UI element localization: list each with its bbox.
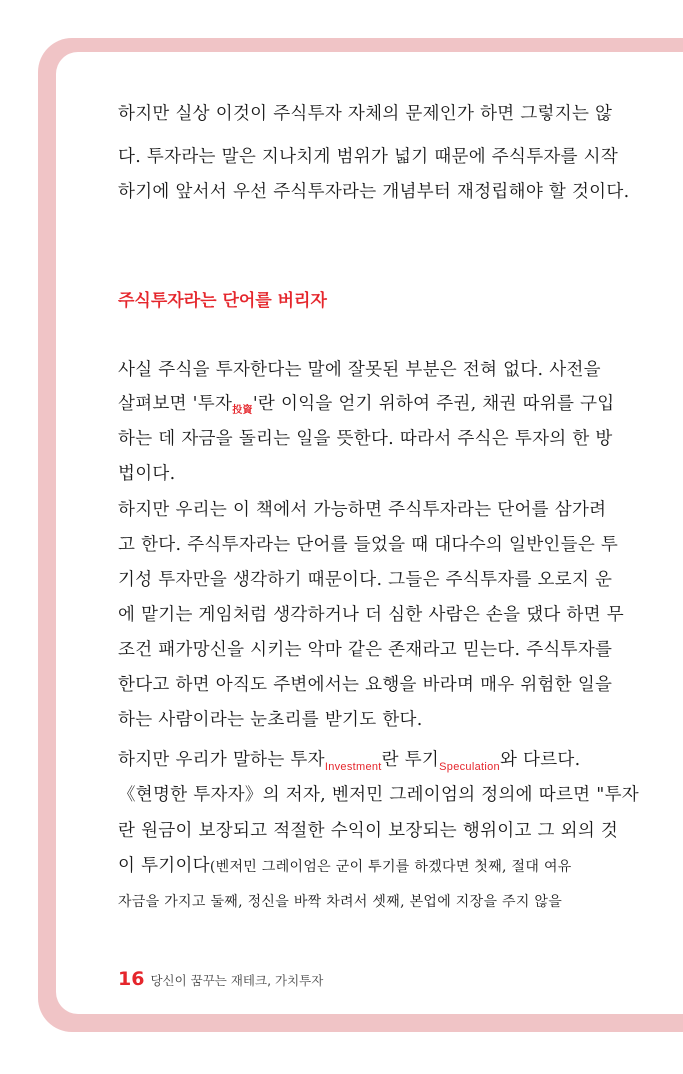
- page-number: 16: [118, 968, 145, 990]
- para2-line-3: 하는 데 자금을 돌리는 일을 뜻한다. 따라서 주식은 투자의 한 방: [118, 429, 613, 449]
- para4-line-5: 자금을 가지고 둘째, 정신을 바짝 차려서 셋째, 본업에 지장을 주지 않을: [118, 894, 563, 910]
- para3-line-4: 에 맡기는 게임처럼 생각하거나 더 심한 사람은 손을 댔다 하면 무: [118, 605, 624, 625]
- para4-line-1: [118, 748, 606, 774]
- para4-line-1-text-c: 와 다르다.: [499, 750, 581, 770]
- para4-line-1-text-b: 란 투기: [381, 750, 440, 770]
- para3-line-3: 기성 투자만을 생각하기 때문이다. 그들은 주식투자를 오로지 운: [118, 570, 613, 590]
- para3-line-5: 조건 패가망신을 시키는 악마 같은 존재라고 믿는다. 주식투자를: [118, 640, 613, 660]
- english-annotation-speculation: Speculation: [439, 761, 500, 773]
- para4-line-4: [118, 854, 606, 879]
- para2-line-1: 사실 주식을 투자한다는 말에 잘못된 부분은 전혀 없다. 사전을: [118, 360, 601, 380]
- para2-line-2: [118, 392, 615, 419]
- para4-line-1-text-a: 하지만 우리가 말하는 투자: [118, 750, 325, 770]
- page-footer: [118, 968, 323, 990]
- para3-line-2: 고 한다. 주식투자라는 단어를 들었을 때 대다수의 일반인들은 투: [118, 535, 619, 555]
- para1-line-1: 하지만 실상 이것이 주식투자 자체의 문제인가 하면 그렇지는 않: [118, 104, 613, 124]
- book-title: 당신이 꿈꾸는 재테크, 가치투자: [150, 973, 324, 988]
- para1-line-2: 다. 투자라는 말은 지나치게 범위가 넓기 때문에 주식투자를 시작: [118, 147, 619, 167]
- para4-line-2: 《현명한 투자자》의 저자, 벤저민 그레이엄의 정의에 따르면 "투자: [118, 785, 639, 805]
- para2-line-4: 법이다.: [118, 464, 176, 484]
- para3-line-1: 하지만 우리는 이 책에서 가능하면 주식투자라는 단어를 삼가려: [118, 500, 607, 520]
- para3-line-6: 한다고 하면 아직도 주변에서는 요행을 바라며 매우 위험한 일을: [118, 675, 613, 695]
- para4-line-4-text-a: 이 투기이다: [118, 856, 210, 876]
- hanja-annotation: 投資: [232, 405, 253, 416]
- para3-line-7: 하는 사람이라는 눈초리를 받기도 한다.: [118, 710, 423, 730]
- para2-line-2-text-b: '란 이익을 얻기 위하여 주권, 채권 따위를 구입: [252, 394, 615, 414]
- para4-line-3: 란 원금이 보장되고 적절한 수익이 보장되는 행위이고 그 외의 것: [118, 821, 619, 841]
- english-annotation-investment: Investment: [324, 761, 382, 773]
- section-heading: 주식투자라는 단어를 버리자: [118, 291, 327, 311]
- para2-line-2-text-a: 살펴보면 '투자: [118, 394, 233, 414]
- para1-line-3: 하기에 앞서서 우선 주식투자라는 개념부터 재정립해야 할 것이다.: [118, 182, 630, 202]
- para4-line-4-note: (벤저민 그레이엄은 군이 투기를 하겠다면 첫째, 절대 여유: [209, 859, 572, 875]
